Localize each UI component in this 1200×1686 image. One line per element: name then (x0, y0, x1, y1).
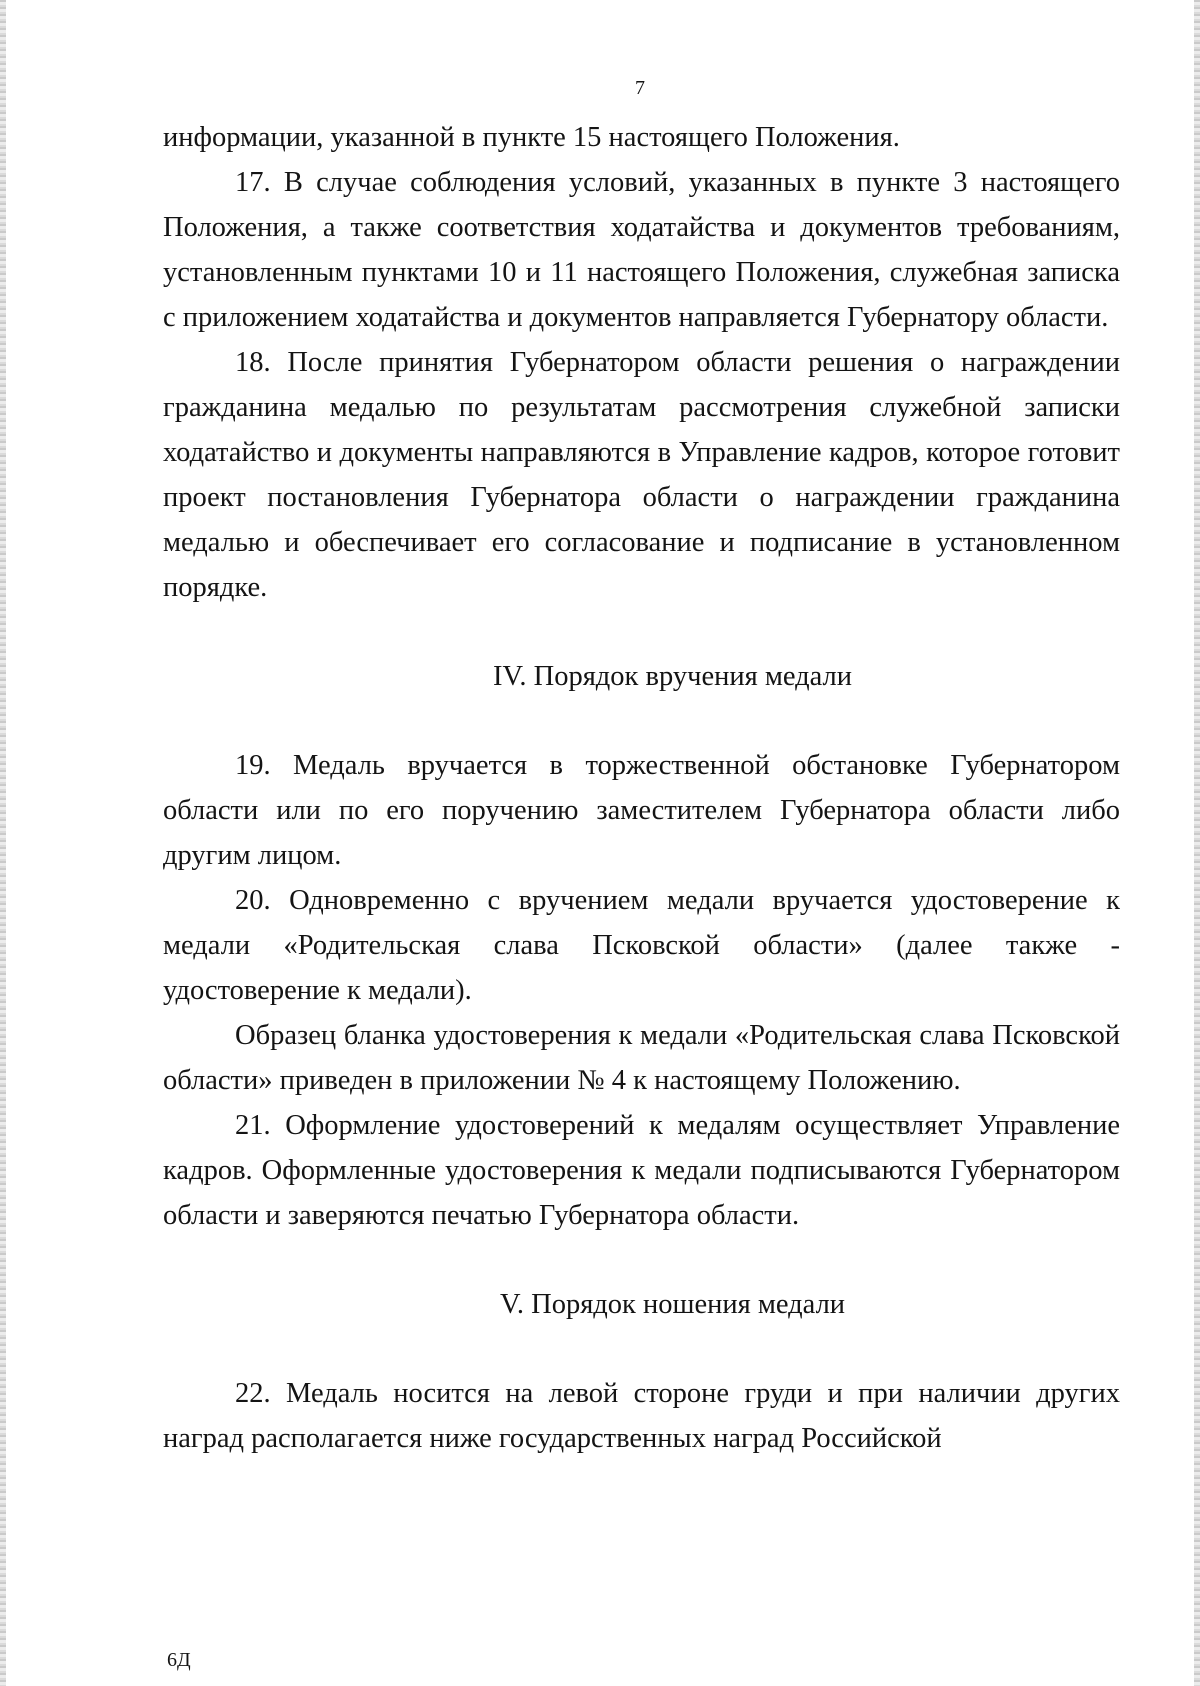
page-number: 7 (635, 77, 645, 99)
paragraph-19: 19. Медаль вручается в торжественной обстановке Губернатором области или по его поручению заместителем Губернатора области либо другим лицом. (163, 750, 1120, 871)
section-5-title: V. Порядок ношения медали (499, 1289, 846, 1320)
section-gap (163, 610, 1120, 654)
section-gap (163, 1327, 1120, 1371)
section-gap (163, 699, 1120, 743)
paragraph-16-continuation: информации, указанной в пункте 15 настоящего Положения. (163, 122, 900, 153)
paragraph-20: 20. Одновременно с вручением медали вручается удостоверение к медали «Родительская слава Псковской области» (далее также - удостоверение к медали). (163, 885, 1120, 1006)
footer-mark: 6Д (167, 1649, 191, 1671)
scan-left-edge (0, 0, 6, 1686)
paragraph-18: 18. После принятия Губернатором области решения о награждении гражданина медалью по результатам рассмотрения служебной записки ходатайство и документы направляются в Управление кадров, которое готовит проект постановления Губернатора области о награждении гражданина медалью и обеспечивает его согласование и подписание в установленном порядке. (163, 347, 1120, 603)
paragraph-21: 21. Оформление удостоверений к медалям осуществляет Управление кадров. Оформленные удостоверения к медали подписываются Губернатором области и заверяются печатью Губернатора области. (163, 1110, 1120, 1231)
scan-right-edge (1194, 0, 1200, 1686)
paragraph-17: 17. В случае соблюдения условий, указанных в пункте 3 настоящего Положения, а также соответствия ходатайства и документов требованиям, установленным пунктами 10 и 11 настоящего Положения, служебная записка с приложением ходатайства и документов направляется Губернатору области. (163, 167, 1120, 333)
document-body (163, 115, 1120, 1461)
section-4-title: IV. Порядок вручения медали (492, 661, 853, 692)
paragraph-22: 22. Медаль носится на левой стороне груди и при наличии других наград располагается ниже государственных наград Российской (163, 1378, 1120, 1454)
paragraph-20-sample: Образец бланка удостоверения к медали «Родительская слава Псковской области» приведен в приложении № 4 к настоящему Положению. (163, 1020, 1120, 1096)
section-gap (163, 1238, 1120, 1282)
